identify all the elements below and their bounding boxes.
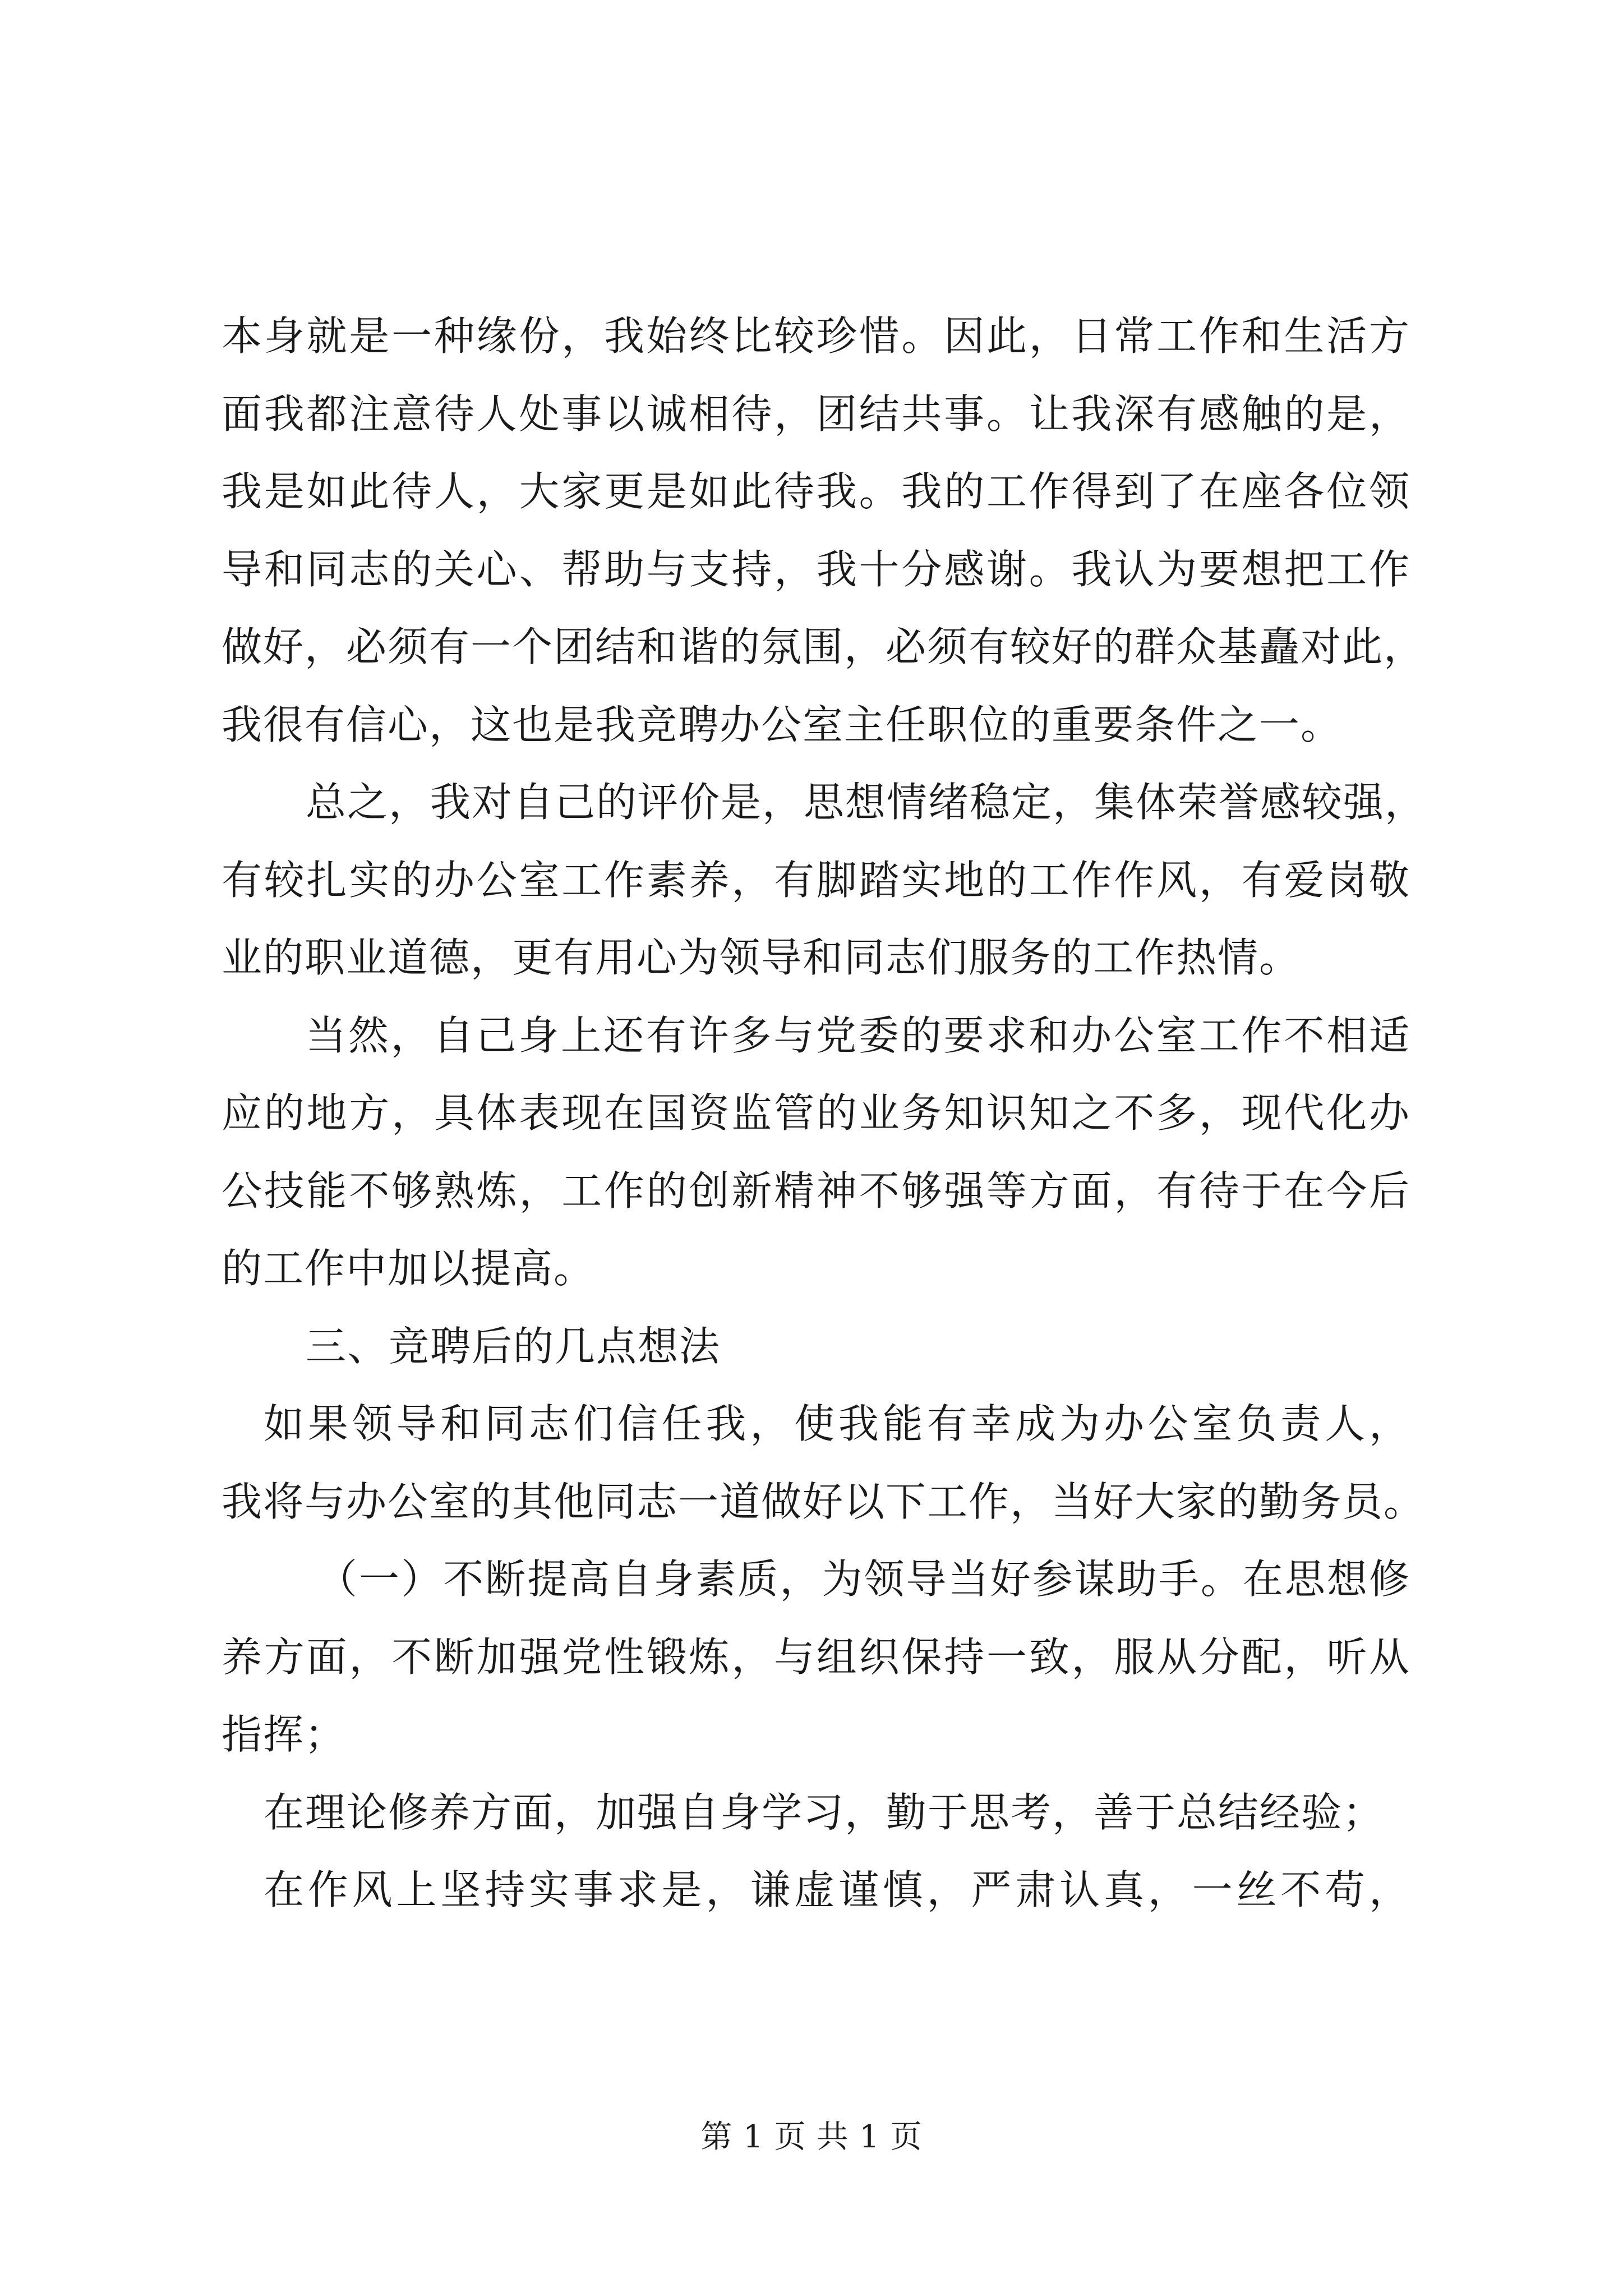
text-line: 本身就是一种缘份，我始终比较珍惜。因此，日常工作和生活方 <box>222 312 1410 360</box>
text-line: 指挥； <box>222 1711 347 1758</box>
text-line: （一）不断提高自身素质，为领导当好参谋助手。在思想修 <box>317 1556 1410 1603</box>
text-line: 总之，我对自己的评价是，思想情绪稳定，集体荣誉感较强， <box>306 779 1427 826</box>
text-line: 我很有信心，这也是我竞聘办公室主任职位的重要条件之一。 <box>222 701 1343 748</box>
text-line: 公技能不够熟炼，工作的创新精神不够强等方面，有待于在今后 <box>222 1167 1410 1214</box>
text-line: 做好，必须有一个团结和谐的氛围，必须有较好的群众基矗对此， <box>222 623 1426 670</box>
text-line: 导和同志的关心、帮助与支持，我十分感谢。我认为要想把工作 <box>222 545 1410 593</box>
text-line: 有较扎实的办公室工作素养，有脚踏实地的工作作风，有爱岗敬 <box>222 856 1410 904</box>
text-line: 当然，自己身上还有许多与党委的要求和办公室工作不相适 <box>306 1011 1410 1059</box>
text-line: 的工作中加以提高。 <box>222 1245 596 1292</box>
text-line: 我是如此待人，大家更是如此待我。我的工作得到了在座各位领 <box>222 468 1410 515</box>
text-line: 我将与办公室的其他同志一道做好以下工作，当好大家的勤务员。 <box>222 1478 1426 1525</box>
text-line: 在作风上坚持实事求是，谦虚谨慎，严肃认真，一丝不苟， <box>264 1866 1410 1913</box>
text-line: 面我都注意待人处事以诚相待，团结共事。让我深有感触的是， <box>222 390 1410 438</box>
text-line: 养方面，不断加强党性锻炼，与组织保持一致，服从分配，听从 <box>222 1633 1410 1681</box>
text-line: 如果领导和同志们信任我，使我能有幸成为办公室负责人， <box>264 1400 1410 1447</box>
document-body <box>222 297 1427 1929</box>
text-line: 应的地方，具体表现在国资监管的业务知识知之不多，现代化办 <box>222 1089 1410 1137</box>
page-footer: 第 1 页 共 1 页 <box>700 2119 923 2155</box>
section-heading: 三、竞聘后的几点想法 <box>306 1322 721 1370</box>
text-line: 在理论修养方面，加强自身学习，勤于思考，善于总结经验； <box>264 1788 1385 1836</box>
text-line: 业的职业道德，更有用心为领导和同志们服务的工作热情。 <box>222 934 1301 981</box>
